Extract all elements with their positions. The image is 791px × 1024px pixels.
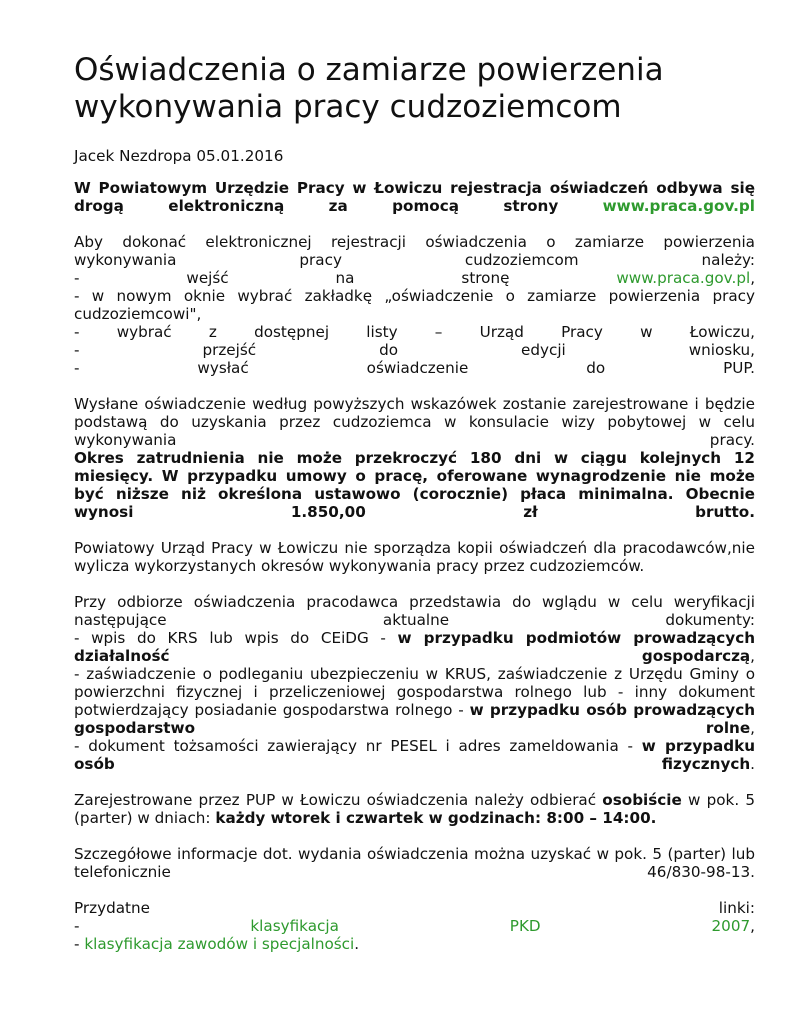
registered-bold xyxy=(74,449,755,521)
lead-text: W Powiatowym Urzędzie Pracy w Łowiczu rejestracja oświadczeń odbywa się drogą elektroniczną za pomocą strony xyxy=(74,179,755,215)
step-1-comma: , xyxy=(750,269,756,287)
step-1 xyxy=(74,269,755,287)
steps-intro: Aby dokonać elektronicznej rejestracji oświadczenia o zamiarze powierzenia wykonywania pracy cudzoziemcom należy: xyxy=(74,233,755,269)
page-title: Oświadczenia o zamiarze powierzenia wykonywania pracy cudzoziemcom xyxy=(74,52,664,125)
pickup-section xyxy=(74,791,755,827)
steps-section xyxy=(74,233,755,377)
step-1-link[interactable]: www.praca.gov.pl xyxy=(616,269,751,287)
link-pkd-end: , xyxy=(750,917,755,935)
pickup-personally: osobiście xyxy=(602,791,682,809)
info-section xyxy=(74,845,755,881)
link-professions-end: . xyxy=(354,935,360,953)
document-3-end: . xyxy=(750,755,755,773)
step-4: - przejść do edycji wniosku, xyxy=(74,341,755,359)
document-2-bold: w przypadku osób prowadzących gospodarstwo rolne xyxy=(74,701,756,737)
link-pkd-dash: - xyxy=(74,917,80,935)
link-item-pkd xyxy=(74,917,755,935)
employment-limit-text: Okres zatrudnienia nie może przekroczyć 180 dni w ciągu kolejnych 12 miesięcy. W przypadku umowy o pracę, oferowane wynagrodzenie nie może być niższe niż określona ustawowo (corocznie) płaca minimalna. Obecnie wynosi 1.850,00 zł brutto. xyxy=(74,449,755,521)
links-heading: Przydatne linki: xyxy=(74,899,755,917)
document-1-bold: w przypadku podmiotów prowadzących działalność gospodarczą xyxy=(74,629,756,665)
document-2-text: - zaświadczenie o podleganiu ubezpieczeniu w KRUS, zaświadczenie z Urzędu Gminy o powierzchni fizycznej i przeliczeniowej gospodarstwa rolnego lub - inny dokument potwierdzający posiadanie gospodarstwa rolnego - xyxy=(74,665,755,719)
pkd-classification-link[interactable]: klasyfikacja PKD 2007 xyxy=(250,917,751,935)
no-copies-section xyxy=(74,539,755,575)
document-2 xyxy=(74,665,755,737)
documents-intro: Przy odbiorze oświadczenia pracodawca przedstawia do wglądu w celu weryfikacji następujące aktualne dokumenty: xyxy=(74,593,755,629)
document-1 xyxy=(74,629,755,665)
author-date: Jacek Nezdropa 05.01.2016 xyxy=(74,147,284,165)
registered-section xyxy=(74,395,755,521)
step-5: - wysłać oświadczenie do PUP. xyxy=(74,359,755,377)
article xyxy=(74,52,755,953)
registered-text: Wysłane oświadczenie według powyższych wskazówek zostanie zarejestrowane i będzie podstawą do uzyskania przez cudzoziemca w konsulacie wizy pobytowej w celu wykonywania pracy. xyxy=(74,395,755,449)
document-3 xyxy=(74,737,755,773)
professions-classification-link[interactable]: klasyfikacja zawodów i specjalności xyxy=(84,935,355,953)
links-section xyxy=(74,899,755,953)
step-2: - w nowym oknie wybrać zakładkę „oświadczenie o zamiarze powierzenia pracy cudzoziemcowi", xyxy=(74,287,755,323)
lead-paragraph xyxy=(74,179,755,215)
praca-gov-link[interactable]: www.praca.gov.pl xyxy=(602,197,755,215)
pickup-pre: Zarejestrowane przez PUP w Łowiczu oświadczenia należy odbierać xyxy=(74,791,597,809)
document-3-bold: w przypadku osób fizycznych xyxy=(74,737,756,773)
document-3-text: - dokument tożsamości zawierający nr PESEL i adres zameldowania - xyxy=(74,737,634,755)
document-1-text: - wpis do KRS lub wpis do CEiDG - xyxy=(74,629,386,647)
document-2-end: , xyxy=(750,719,755,737)
link-professions-dash: - xyxy=(74,935,80,953)
info-text: Szczegółowe informacje dot. wydania oświadczenia można uzyskać w pok. 5 (parter) lub telefonicznie 46/830-98-13. xyxy=(74,845,755,881)
document-1-end: , xyxy=(750,647,755,665)
link-item-professions xyxy=(74,935,755,953)
step-3: - wybrać z dostępnej listy – Urząd Pracy w Łowiczu, xyxy=(74,323,755,341)
pickup-text xyxy=(74,791,755,827)
no-copies-text: Powiatowy Urząd Pracy w Łowiczu nie sporządza kopii oświadczeń dla pracodawców,nie wylicza wykorzystanych okresów wykonywania pracy przez cudzoziemców. xyxy=(74,539,755,575)
step-1-text: - wejść na stronę xyxy=(74,269,510,287)
documents-section xyxy=(74,593,755,773)
pickup-hours: każdy wtorek i czwartek w godzinach: 8:00 – 14:00. xyxy=(215,809,657,827)
pickup-mid: w pok. 5 (parter) w dniach: xyxy=(74,791,756,827)
